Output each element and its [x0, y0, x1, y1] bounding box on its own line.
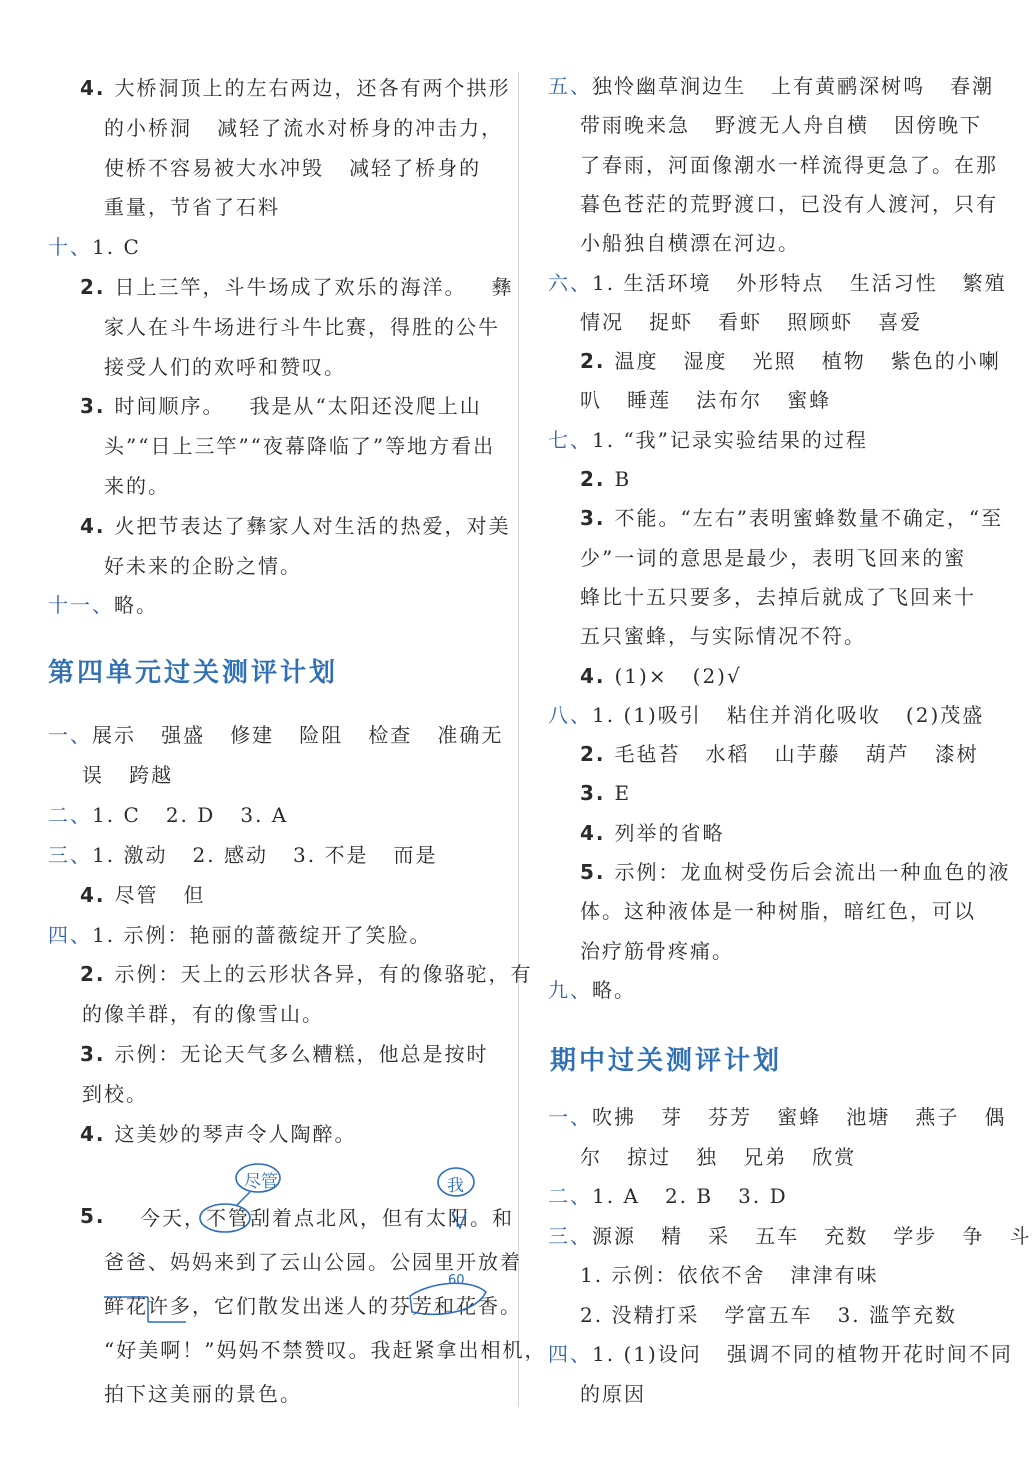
- passage-line: 今天，不管刮着点北风，但有太阳。和: [140, 1206, 514, 1230]
- line-label: 2.: [580, 467, 615, 491]
- line-text: 火把节表达了彝家人对生活的热爱，对美: [114, 513, 511, 538]
- answer-line: [580, 1137, 856, 1177]
- line-text: 尽管 但: [114, 882, 206, 907]
- answer-line: [580, 1255, 879, 1295]
- line-text: E: [614, 781, 632, 806]
- answer-line: [580, 223, 800, 263]
- line-label: 3.: [80, 394, 115, 419]
- column-divider: [518, 72, 519, 1407]
- line-text: 展示 强盛 修建 险阻 检查 准确无: [92, 723, 504, 747]
- answer-line: [580, 380, 831, 420]
- line-text: 源源 精 采 五车 充数 学步 争 斗: [592, 1223, 1032, 1248]
- passage-line: 鲜花许多，它们散发出迷人的芬芳和花香。: [104, 1294, 522, 1318]
- answer-line: [548, 66, 994, 106]
- line-text: 示例：天上的云形状各异，有的像骆驼，有: [114, 962, 533, 987]
- line-label: 一、: [548, 1105, 592, 1129]
- line-text: 少”一词的意思是最少，表明飞回来的蜜: [580, 545, 967, 570]
- line-text: 1. C 2. D 3. A: [92, 802, 289, 827]
- line-label: 三、: [548, 1223, 592, 1248]
- passage-line: 爸爸、妈妈来到了云山公园。公园里开放着: [104, 1250, 522, 1274]
- line-label: 二、: [48, 802, 92, 827]
- section-title-midterm: 期中过关测评计划: [550, 1046, 783, 1076]
- line-text: 不能。“左右”表明蜜蜂数量不确定，“至: [614, 506, 1004, 531]
- line-label: 4.: [580, 663, 615, 688]
- line-label: 六、: [548, 270, 592, 295]
- line-text: 1. C: [92, 235, 141, 260]
- answer-line: [580, 1374, 646, 1414]
- answer-line: [548, 970, 636, 1010]
- line-label: 4.: [80, 513, 115, 538]
- line-text: 独怜幽草涧边生 上有黄鹂深树鸣 春潮: [592, 74, 995, 98]
- line-text: 的像羊群，有的像雪山。: [82, 1002, 324, 1027]
- q5-number: 5.: [80, 1204, 106, 1228]
- line-text: 蜂比十五只要多，去掉后就成了飞回来十: [580, 584, 976, 609]
- line-label: 3.: [580, 781, 615, 806]
- answer-line: [580, 616, 866, 656]
- line-text: 到校。: [82, 1082, 148, 1107]
- section-title-unit4: 第四单元过关测评计划: [48, 658, 339, 688]
- line-label: 2.: [80, 962, 115, 987]
- line-text: 1. (1)吸引 粘住并消化吸收 (2)茂盛: [592, 702, 985, 727]
- line-text: 的小桥洞 减轻了流水对桥身的冲击力，: [104, 115, 504, 140]
- line-label: 2.: [80, 275, 115, 299]
- line-text: 来的。: [104, 474, 170, 498]
- answer-line: [548, 420, 868, 460]
- answer-line: [580, 891, 976, 931]
- line-label: 四、: [48, 922, 92, 947]
- answer-line: [580, 184, 998, 224]
- line-text: 毛毡苔 水稻 山芋藤 葫芦 漆树: [614, 742, 979, 767]
- line-label: 3.: [580, 506, 615, 531]
- line-text: 大桥洞顶上的左右两边，还各有两个拱形: [114, 76, 511, 100]
- line-text: 吹拂 芽 芬芳 蜜蜂 池塘 燕子 偶: [592, 1105, 1007, 1129]
- line-label: 五、: [548, 74, 592, 98]
- line-text: 温度 湿度 光照 植物 紫色的小喇: [614, 349, 1001, 374]
- line-text: 略。: [114, 593, 158, 618]
- line-text: 情况 捉虾 看虾 照顾虾 喜爱: [580, 309, 923, 334]
- line-text: 1. 示例：依依不舍 津津有味: [580, 1263, 879, 1287]
- insert-caret: [452, 1212, 466, 1228]
- line-label: 5.: [580, 860, 615, 884]
- line-label: 一、: [48, 723, 92, 747]
- line-label: 4.: [80, 1122, 115, 1146]
- line-text: 体。这种液体是一种树脂，暗红色，可以: [580, 899, 976, 924]
- line-text: 列举的省略: [614, 820, 725, 845]
- line-text: 暮色苍茫的荒野渡口，已没有人渡河，只有: [580, 191, 998, 216]
- line-label: 九、: [548, 977, 592, 1002]
- answer-line: [580, 577, 976, 617]
- answer-line: [548, 263, 1007, 303]
- answer-line: [580, 773, 631, 813]
- line-text: 好未来的企盼之情。: [104, 553, 302, 578]
- answer-line: [548, 1334, 1013, 1374]
- answer-line: [580, 105, 982, 145]
- answer-line: [580, 302, 922, 342]
- line-text: 头”“日上三竿”“夜幕降临了”等地方看出: [104, 434, 496, 459]
- line-text: 叭 睡莲 法布尔 蜜蜂: [580, 388, 832, 413]
- annotation-text-1: 尽管: [244, 1172, 278, 1192]
- line-text: 的原因: [580, 1381, 646, 1406]
- annotation-text-3: 60: [448, 1273, 465, 1288]
- line-label: 3.: [80, 1042, 115, 1067]
- answer-line: [548, 1097, 1006, 1137]
- annotation-circle-2: [200, 1204, 250, 1232]
- line-label: 八、: [548, 702, 592, 727]
- answer-line: [580, 852, 1010, 892]
- line-text: B: [614, 467, 632, 491]
- line-text: 了春雨，河面像潮水一样流得更急了。在那: [580, 152, 998, 177]
- line-label: 七、: [548, 427, 592, 452]
- line-text: 示例：龙血树受伤后会流出一种血色的液: [614, 860, 1011, 884]
- line-text: 接受人们的欢呼和赞叹。: [104, 354, 346, 379]
- line-text: 尔 掠过 独 兄弟 欣赏: [580, 1144, 857, 1169]
- answer-line: [580, 341, 1001, 381]
- annotation-text-2: 我: [447, 1176, 464, 1196]
- line-text: 1. 示例：艳丽的蔷薇绽开了笑脸。: [92, 922, 432, 947]
- line-text: 1. 生活环境 外形特点 生活习性 繁殖: [592, 270, 1007, 295]
- answer-line: [548, 695, 984, 735]
- line-text: 1. A 2. B 3. D: [592, 1184, 788, 1208]
- passage-line: 拍下这美丽的景色。: [104, 1382, 302, 1406]
- line-text: 误 跨越: [82, 762, 174, 787]
- answer-line: [548, 1176, 788, 1216]
- line-text: 五只蜜蜂，与实际情况不符。: [580, 624, 866, 649]
- line-text: 2. 没精打采 学富五车 3. 滥竽充数: [580, 1302, 958, 1327]
- swap-mark: [104, 1297, 186, 1322]
- answer-line: [580, 498, 1003, 538]
- line-label: 4.: [580, 820, 615, 845]
- answer-line: [580, 734, 979, 774]
- line-text: 1. 激动 2. 感动 3. 不是 而是: [92, 842, 438, 867]
- answer-line: [580, 1295, 957, 1335]
- line-label: 4.: [80, 76, 115, 100]
- answer-line: [580, 931, 734, 971]
- line-label: 十、: [48, 235, 92, 260]
- line-text: 示例：无论天气多么糟糕，他总是按时: [114, 1042, 489, 1067]
- answer-line: [580, 459, 631, 499]
- line-text: 家人在斗牛场进行斗牛比赛，得胜的公牛: [104, 314, 500, 339]
- line-label: 4.: [80, 882, 115, 907]
- answer-line: [548, 1216, 1032, 1256]
- line-label: 十一、: [48, 593, 114, 618]
- line-label: 三、: [48, 842, 92, 867]
- line-label: 四、: [548, 1342, 592, 1366]
- line-text: 日上三竿，斗牛场成了欢乐的海洋。 彝: [114, 275, 514, 299]
- line-text: 1. (1)设问 强调不同的植物开花时间不同: [592, 1342, 1013, 1366]
- line-text: 时间顺序。 我是从“太阳还没爬上山: [114, 394, 482, 419]
- answer-line: [580, 538, 966, 578]
- answer-line: [580, 813, 724, 853]
- answer-line: [580, 145, 998, 185]
- line-text: 1. “我”记录实验结果的过程: [592, 427, 868, 452]
- line-text: 带雨晚来急 野渡无人舟自横 因傍晚下: [580, 113, 983, 138]
- line-text: 略。: [592, 977, 636, 1002]
- passage-line: “好美啊！”妈妈不禁赞叹。我赶紧拿出相机，: [104, 1338, 547, 1362]
- line-text: 治疗筋骨疼痛。: [580, 938, 734, 963]
- line-label: 2.: [580, 349, 615, 374]
- line-text: 这美妙的琴声令人陶醉。: [114, 1122, 357, 1146]
- answer-line: [580, 656, 742, 696]
- line-text: (1)× (2)√: [614, 663, 742, 688]
- line-text: 重量，节省了石料: [104, 195, 280, 220]
- line-label: 二、: [548, 1184, 592, 1208]
- line-text: 小船独自横漂在河边。: [580, 231, 800, 256]
- line-label: 2.: [580, 742, 615, 767]
- line-text: 使桥不容易被大水冲毁 减轻了桥身的: [104, 155, 482, 180]
